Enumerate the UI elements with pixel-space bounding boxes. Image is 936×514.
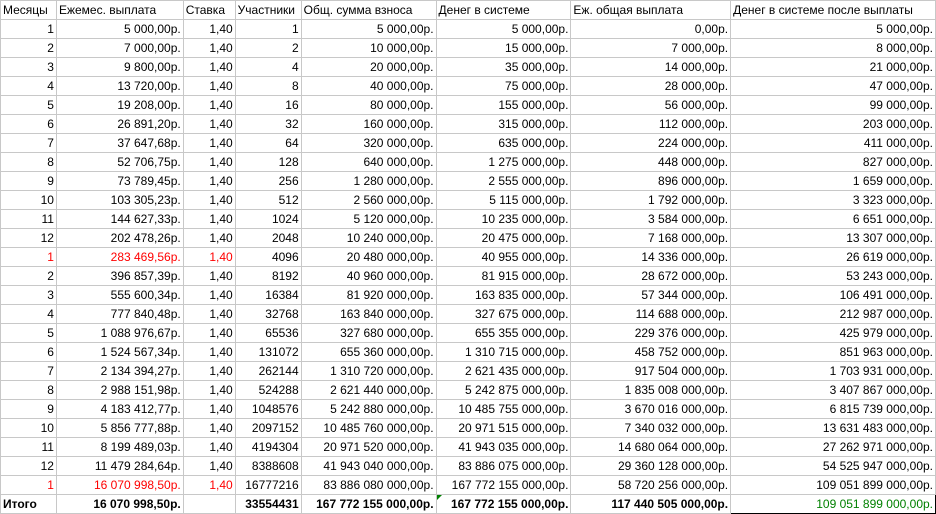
cell-monthly-total-payout[interactable]: 458 752 000,00р. — [571, 343, 731, 362]
cell-participants[interactable]: 16384 — [235, 286, 301, 305]
table-row — [1, 324, 936, 343]
table-row — [1, 153, 936, 172]
cell-monthly-total-payout[interactable]: 896 000,00р. — [571, 172, 731, 191]
cell-month[interactable]: 3 — [1, 58, 57, 77]
header-monthly-total-payout[interactable]: Еж. общая выплата — [571, 1, 731, 20]
cell-participants[interactable]: 32768 — [235, 305, 301, 324]
cell-month[interactable]: 1 — [1, 476, 57, 495]
cell-money-after-payout[interactable]: 6 815 739 000,00р. — [731, 400, 936, 419]
table-row — [1, 115, 936, 134]
cell-rate[interactable]: 1,40 — [183, 438, 235, 457]
cell-money-after-payout[interactable]: 13 631 483 000,00р. — [731, 419, 936, 438]
cell-monthly-payout[interactable]: 202 478,26р. — [56, 229, 183, 248]
cell-month[interactable]: 1 — [1, 20, 57, 39]
total-participants[interactable]: 33554431 — [235, 495, 301, 514]
spreadsheet-body — [1, 1, 936, 514]
cell-participants[interactable]: 16777216 — [235, 476, 301, 495]
cell-money-in-system[interactable]: 1 275 000,00р. — [436, 153, 571, 172]
cell-money-in-system[interactable]: 1 310 715 000,00р. — [436, 343, 571, 362]
cell-money-after-payout[interactable]: 47 000,00р. — [731, 77, 936, 96]
cell-money-in-system[interactable]: 5 000,00р. — [436, 20, 571, 39]
cell-total-contribution[interactable]: 327 680 000,00р. — [301, 324, 436, 343]
cell-total-contribution[interactable]: 2 621 440 000,00р. — [301, 381, 436, 400]
table-row — [1, 191, 936, 210]
cell-total-contribution[interactable]: 640 000,00р. — [301, 153, 436, 172]
cell-rate[interactable]: 1,40 — [183, 286, 235, 305]
cell-participants[interactable]: 262144 — [235, 362, 301, 381]
table-row — [1, 229, 936, 248]
cell-month[interactable]: 2 — [1, 267, 57, 286]
cell-participants[interactable]: 128 — [235, 153, 301, 172]
cell-monthly-total-payout[interactable]: 112 000,00р. — [571, 115, 731, 134]
table-row — [1, 438, 936, 457]
cell-month[interactable]: 9 — [1, 172, 57, 191]
table-row — [1, 39, 936, 58]
cell-rate[interactable]: 1,40 — [183, 172, 235, 191]
cell-money-in-system[interactable]: 327 675 000,00р. — [436, 305, 571, 324]
cell-money-in-system[interactable]: 10 235 000,00р. — [436, 210, 571, 229]
cell-rate[interactable]: 1,40 — [183, 248, 235, 267]
cell-participants[interactable]: 1048576 — [235, 400, 301, 419]
cell-rate[interactable]: 1,40 — [183, 58, 235, 77]
cell-total-contribution[interactable]: 20 480 000,00р. — [301, 248, 436, 267]
cell-monthly-payout[interactable]: 2 134 394,27р. — [56, 362, 183, 381]
cell-money-after-payout[interactable]: 827 000,00р. — [731, 153, 936, 172]
cell-rate[interactable]: 1,40 — [183, 191, 235, 210]
cell-monthly-payout[interactable]: 26 891,20р. — [56, 115, 183, 134]
cell-monthly-total-payout[interactable]: 14 680 064 000,00р. — [571, 438, 731, 457]
cell-money-in-system[interactable]: 635 000,00р. — [436, 134, 571, 153]
cell-monthly-payout[interactable]: 777 840,48р. — [56, 305, 183, 324]
header-row — [1, 1, 936, 20]
cell-total-contribution[interactable]: 10 000,00р. — [301, 39, 436, 58]
cell-money-in-system[interactable]: 83 886 075 000,00р. — [436, 457, 571, 476]
cell-month[interactable]: 8 — [1, 153, 57, 172]
cell-participants[interactable]: 65536 — [235, 324, 301, 343]
cell-money-after-payout[interactable]: 106 491 000,00р. — [731, 286, 936, 305]
cell-total-contribution[interactable]: 10 485 760 000,00р. — [301, 419, 436, 438]
cell-money-after-payout[interactable]: 21 000,00р. — [731, 58, 936, 77]
cell-participants[interactable]: 8 — [235, 77, 301, 96]
cell-money-in-system[interactable]: 5 115 000,00р. — [436, 191, 571, 210]
table-row — [1, 210, 936, 229]
cell-money-after-payout[interactable]: 1 703 931 000,00р. — [731, 362, 936, 381]
cell-total-contribution[interactable]: 5 242 880 000,00р. — [301, 400, 436, 419]
table-row — [1, 134, 936, 153]
cell-participants[interactable]: 2097152 — [235, 419, 301, 438]
table-row — [1, 58, 936, 77]
cell-total-contribution[interactable]: 160 000,00р. — [301, 115, 436, 134]
cell-money-in-system[interactable]: 2 555 000,00р. — [436, 172, 571, 191]
table-row — [1, 77, 936, 96]
cell-money-in-system[interactable]: 655 355 000,00р. — [436, 324, 571, 343]
cell-monthly-total-payout[interactable]: 57 344 000,00р. — [571, 286, 731, 305]
table-row — [1, 248, 936, 267]
cell-rate[interactable]: 1,40 — [183, 20, 235, 39]
cell-money-in-system[interactable]: 155 000,00р. — [436, 96, 571, 115]
cell-rate[interactable]: 1,40 — [183, 77, 235, 96]
cell-participants[interactable]: 2048 — [235, 229, 301, 248]
cell-total-contribution[interactable]: 655 360 000,00р. — [301, 343, 436, 362]
cell-money-after-payout[interactable]: 425 979 000,00р. — [731, 324, 936, 343]
cell-money-in-system[interactable]: 20 475 000,00р. — [436, 229, 571, 248]
cell-monthly-total-payout[interactable]: 3 584 000,00р. — [571, 210, 731, 229]
cell-monthly-total-payout[interactable]: 56 000,00р. — [571, 96, 731, 115]
cell-money-after-payout[interactable]: 5 000,00р. — [731, 20, 936, 39]
cell-money-in-system[interactable]: 20 971 515 000,00р. — [436, 419, 571, 438]
cell-rate[interactable]: 1,40 — [183, 134, 235, 153]
cell-monthly-payout[interactable]: 283 469,56р. — [56, 248, 183, 267]
cell-total-contribution[interactable]: 40 000,00р. — [301, 77, 436, 96]
cell-participants[interactable]: 1 — [235, 20, 301, 39]
cell-participants[interactable]: 256 — [235, 172, 301, 191]
cell-month[interactable]: 4 — [1, 77, 57, 96]
cell-money-after-payout[interactable]: 6 651 000,00р. — [731, 210, 936, 229]
cell-rate[interactable]: 1,40 — [183, 457, 235, 476]
cell-money-in-system[interactable]: 167 772 155 000,00р. — [436, 476, 571, 495]
cell-total-contribution[interactable]: 40 960 000,00р. — [301, 267, 436, 286]
cell-total-contribution[interactable]: 20 000,00р. — [301, 58, 436, 77]
cell-monthly-total-payout[interactable]: 1 835 008 000,00р. — [571, 381, 731, 400]
cell-money-in-system[interactable]: 35 000,00р. — [436, 58, 571, 77]
cell-money-after-payout[interactable]: 99 000,00р. — [731, 96, 936, 115]
total-rate[interactable] — [183, 495, 235, 514]
cell-rate[interactable]: 1,40 — [183, 400, 235, 419]
total-money-after-payout[interactable]: 109 051 899 000,00р. — [731, 495, 936, 514]
table-row — [1, 457, 936, 476]
total-money-in-system[interactable]: 167 772 155 000,00р. — [436, 495, 571, 514]
cell-monthly-total-payout[interactable]: 28 000,00р. — [571, 77, 731, 96]
cell-money-in-system[interactable]: 315 000,00р. — [436, 115, 571, 134]
cell-money-after-payout[interactable]: 8 000,00р. — [731, 39, 936, 58]
cell-monthly-payout[interactable]: 144 627,33р. — [56, 210, 183, 229]
cell-rate[interactable]: 1,40 — [183, 39, 235, 58]
cell-monthly-payout[interactable]: 52 706,75р. — [56, 153, 183, 172]
header-money-in-system[interactable]: Денег в системе — [436, 1, 571, 20]
cell-month[interactable]: 10 — [1, 191, 57, 210]
cell-money-after-payout[interactable]: 203 000,00р. — [731, 115, 936, 134]
cell-rate[interactable]: 1,40 — [183, 381, 235, 400]
cell-participants[interactable]: 4096 — [235, 248, 301, 267]
cell-money-in-system[interactable]: 41 943 035 000,00р. — [436, 438, 571, 457]
cell-participants[interactable]: 524288 — [235, 381, 301, 400]
cell-monthly-payout[interactable]: 4 183 412,77р. — [56, 400, 183, 419]
cell-rate[interactable]: 1,40 — [183, 476, 235, 495]
table-row — [1, 343, 936, 362]
cell-participants[interactable]: 8388608 — [235, 457, 301, 476]
cell-total-contribution[interactable]: 81 920 000,00р. — [301, 286, 436, 305]
cell-rate[interactable]: 1,40 — [183, 362, 235, 381]
cell-money-in-system[interactable]: 81 915 000,00р. — [436, 267, 571, 286]
cell-money-in-system[interactable]: 5 242 875 000,00р. — [436, 381, 571, 400]
cell-total-contribution[interactable]: 41 943 040 000,00р. — [301, 457, 436, 476]
cell-monthly-payout[interactable]: 19 208,00р. — [56, 96, 183, 115]
cell-month[interactable]: 6 — [1, 343, 57, 362]
totals-label[interactable]: Итого — [1, 495, 57, 514]
cell-monthly-total-payout[interactable]: 7 340 032 000,00р. — [571, 419, 731, 438]
cell-participants[interactable]: 4194304 — [235, 438, 301, 457]
cell-total-contribution[interactable]: 2 560 000,00р. — [301, 191, 436, 210]
cell-month[interactable]: 10 — [1, 419, 57, 438]
cell-total-contribution[interactable]: 5 000,00р. — [301, 20, 436, 39]
cell-total-contribution[interactable]: 320 000,00р. — [301, 134, 436, 153]
cell-total-contribution[interactable]: 1 310 720 000,00р. — [301, 362, 436, 381]
cell-rate[interactable]: 1,40 — [183, 343, 235, 362]
cell-monthly-payout[interactable]: 9 800,00р. — [56, 58, 183, 77]
cell-month[interactable]: 4 — [1, 305, 57, 324]
cell-participants[interactable]: 4 — [235, 58, 301, 77]
table-row — [1, 305, 936, 324]
cell-month[interactable]: 12 — [1, 457, 57, 476]
cell-money-after-payout[interactable]: 54 525 947 000,00р. — [731, 457, 936, 476]
cell-participants[interactable]: 131072 — [235, 343, 301, 362]
table-row — [1, 362, 936, 381]
cell-total-contribution[interactable]: 10 240 000,00р. — [301, 229, 436, 248]
cell-rate[interactable]: 1,40 — [183, 115, 235, 134]
cell-rate[interactable]: 1,40 — [183, 267, 235, 286]
cell-monthly-payout[interactable]: 1 088 976,67р. — [56, 324, 183, 343]
cell-monthly-total-payout[interactable]: 14 000,00р. — [571, 58, 731, 77]
cell-money-after-payout[interactable]: 851 963 000,00р. — [731, 343, 936, 362]
cell-month[interactable]: 2 — [1, 39, 57, 58]
cell-participants[interactable]: 2 — [235, 39, 301, 58]
header-monthly-payout[interactable]: Ежемес. выплата — [56, 1, 183, 20]
cell-participants[interactable]: 16 — [235, 96, 301, 115]
cell-month[interactable]: 5 — [1, 324, 57, 343]
cell-monthly-total-payout[interactable]: 224 000,00р. — [571, 134, 731, 153]
cell-month[interactable]: 11 — [1, 210, 57, 229]
total-total-contribution[interactable]: 167 772 155 000,00р. — [301, 495, 436, 514]
cell-rate[interactable]: 1,40 — [183, 305, 235, 324]
cell-month[interactable]: 7 — [1, 134, 57, 153]
cell-monthly-total-payout[interactable]: 0,00р. — [571, 20, 731, 39]
cell-total-contribution[interactable]: 1 280 000,00р. — [301, 172, 436, 191]
cell-month[interactable]: 6 — [1, 115, 57, 134]
cell-money-after-payout[interactable]: 26 619 000,00р. — [731, 248, 936, 267]
cell-monthly-payout[interactable]: 5 000,00р. — [56, 20, 183, 39]
cell-money-in-system[interactable]: 40 955 000,00р. — [436, 248, 571, 267]
cell-money-in-system[interactable]: 10 485 755 000,00р. — [436, 400, 571, 419]
table-row — [1, 476, 936, 495]
cell-money-after-payout[interactable]: 1 659 000,00р. — [731, 172, 936, 191]
cell-rate[interactable]: 1,40 — [183, 324, 235, 343]
table-row — [1, 20, 936, 39]
cell-monthly-payout[interactable]: 13 720,00р. — [56, 77, 183, 96]
cell-monthly-payout[interactable]: 8 199 489,03р. — [56, 438, 183, 457]
cell-money-in-system[interactable]: 163 835 000,00р. — [436, 286, 571, 305]
cell-rate[interactable]: 1,40 — [183, 153, 235, 172]
cell-money-after-payout[interactable]: 411 000,00р. — [731, 134, 936, 153]
cell-month[interactable]: 7 — [1, 362, 57, 381]
cell-monthly-payout[interactable]: 7 000,00р. — [56, 39, 183, 58]
table-row — [1, 172, 936, 191]
cell-participants[interactable]: 8192 — [235, 267, 301, 286]
cell-total-contribution[interactable]: 5 120 000,00р. — [301, 210, 436, 229]
cell-monthly-payout[interactable]: 555 600,34р. — [56, 286, 183, 305]
cell-monthly-total-payout[interactable]: 229 376 000,00р. — [571, 324, 731, 343]
header-rate[interactable]: Ставка — [183, 1, 235, 20]
cell-monthly-total-payout[interactable]: 29 360 128 000,00р. — [571, 457, 731, 476]
cell-monthly-payout[interactable]: 1 524 567,34р. — [56, 343, 183, 362]
cell-month[interactable]: 11 — [1, 438, 57, 457]
table-row — [1, 96, 936, 115]
cell-monthly-payout[interactable]: 396 857,39р. — [56, 267, 183, 286]
table-row — [1, 286, 936, 305]
cell-money-after-payout[interactable]: 27 262 971 000,00р. — [731, 438, 936, 457]
cell-money-in-system[interactable]: 15 000,00р. — [436, 39, 571, 58]
cell-monthly-payout[interactable]: 103 305,23р. — [56, 191, 183, 210]
header-total-contribution[interactable]: Общ. сумма взноса — [301, 1, 436, 20]
cell-month[interactable]: 5 — [1, 96, 57, 115]
cell-rate[interactable]: 1,40 — [183, 229, 235, 248]
cell-monthly-payout[interactable]: 5 856 777,88р. — [56, 419, 183, 438]
cell-month[interactable]: 1 — [1, 248, 57, 267]
table-row — [1, 381, 936, 400]
cell-monthly-total-payout[interactable]: 114 688 000,00р. — [571, 305, 731, 324]
cell-monthly-payout[interactable]: 16 070 998,50р. — [56, 476, 183, 495]
cell-month[interactable]: 12 — [1, 229, 57, 248]
total-monthly-total-payout[interactable]: 117 440 505 000,00р. — [571, 495, 731, 514]
cell-monthly-payout[interactable]: 73 789,45р. — [56, 172, 183, 191]
cell-monthly-payout[interactable]: 37 647,68р. — [56, 134, 183, 153]
cell-monthly-total-payout[interactable]: 3 670 016 000,00р. — [571, 400, 731, 419]
cell-total-contribution[interactable]: 83 886 080 000,00р. — [301, 476, 436, 495]
header-month[interactable]: Месяцы — [1, 1, 57, 20]
cell-monthly-total-payout[interactable]: 7 000,00р. — [571, 39, 731, 58]
cell-money-after-payout[interactable]: 109 051 899 000,00р. — [731, 476, 936, 495]
cell-money-after-payout[interactable]: 3 323 000,00р. — [731, 191, 936, 210]
cell-participants[interactable]: 64 — [235, 134, 301, 153]
cell-participants[interactable]: 32 — [235, 115, 301, 134]
header-money-after-payout[interactable]: Денег в системе после выплаты — [731, 1, 936, 20]
cell-monthly-total-payout[interactable]: 7 168 000,00р. — [571, 229, 731, 248]
cell-monthly-payout[interactable]: 11 479 284,64р. — [56, 457, 183, 476]
table-row — [1, 267, 936, 286]
cell-money-after-payout[interactable]: 212 987 000,00р. — [731, 305, 936, 324]
cell-rate[interactable]: 1,40 — [183, 96, 235, 115]
table-row — [1, 400, 936, 419]
table-row — [1, 419, 936, 438]
header-participants[interactable]: Участники — [235, 1, 301, 20]
cell-monthly-total-payout[interactable]: 58 720 256 000,00р. — [571, 476, 731, 495]
cell-money-after-payout[interactable]: 3 407 867 000,00р. — [731, 381, 936, 400]
cell-money-in-system[interactable]: 75 000,00р. — [436, 77, 571, 96]
cell-month[interactable]: 9 — [1, 400, 57, 419]
cell-monthly-payout[interactable]: 2 988 151,98р. — [56, 381, 183, 400]
cell-monthly-total-payout[interactable]: 448 000,00р. — [571, 153, 731, 172]
cell-participants[interactable]: 512 — [235, 191, 301, 210]
cell-rate[interactable]: 1,40 — [183, 419, 235, 438]
cell-monthly-total-payout[interactable]: 1 792 000,00р. — [571, 191, 731, 210]
cell-total-contribution[interactable]: 163 840 000,00р. — [301, 305, 436, 324]
cell-monthly-total-payout[interactable]: 28 672 000,00р. — [571, 267, 731, 286]
cell-money-after-payout[interactable]: 53 243 000,00р. — [731, 267, 936, 286]
totals-row — [1, 495, 936, 514]
cell-total-contribution[interactable]: 20 971 520 000,00р. — [301, 438, 436, 457]
cell-month[interactable]: 8 — [1, 381, 57, 400]
cell-money-in-system[interactable]: 2 621 435 000,00р. — [436, 362, 571, 381]
cell-total-contribution[interactable]: 80 000,00р. — [301, 96, 436, 115]
cell-month[interactable]: 3 — [1, 286, 57, 305]
cell-monthly-total-payout[interactable]: 917 504 000,00р. — [571, 362, 731, 381]
cell-participants[interactable]: 1024 — [235, 210, 301, 229]
total-monthly-payout[interactable]: 16 070 998,50р. — [56, 495, 183, 514]
cell-monthly-total-payout[interactable]: 14 336 000,00р. — [571, 248, 731, 267]
cell-rate[interactable]: 1,40 — [183, 210, 235, 229]
cell-money-after-payout[interactable]: 13 307 000,00р. — [731, 229, 936, 248]
